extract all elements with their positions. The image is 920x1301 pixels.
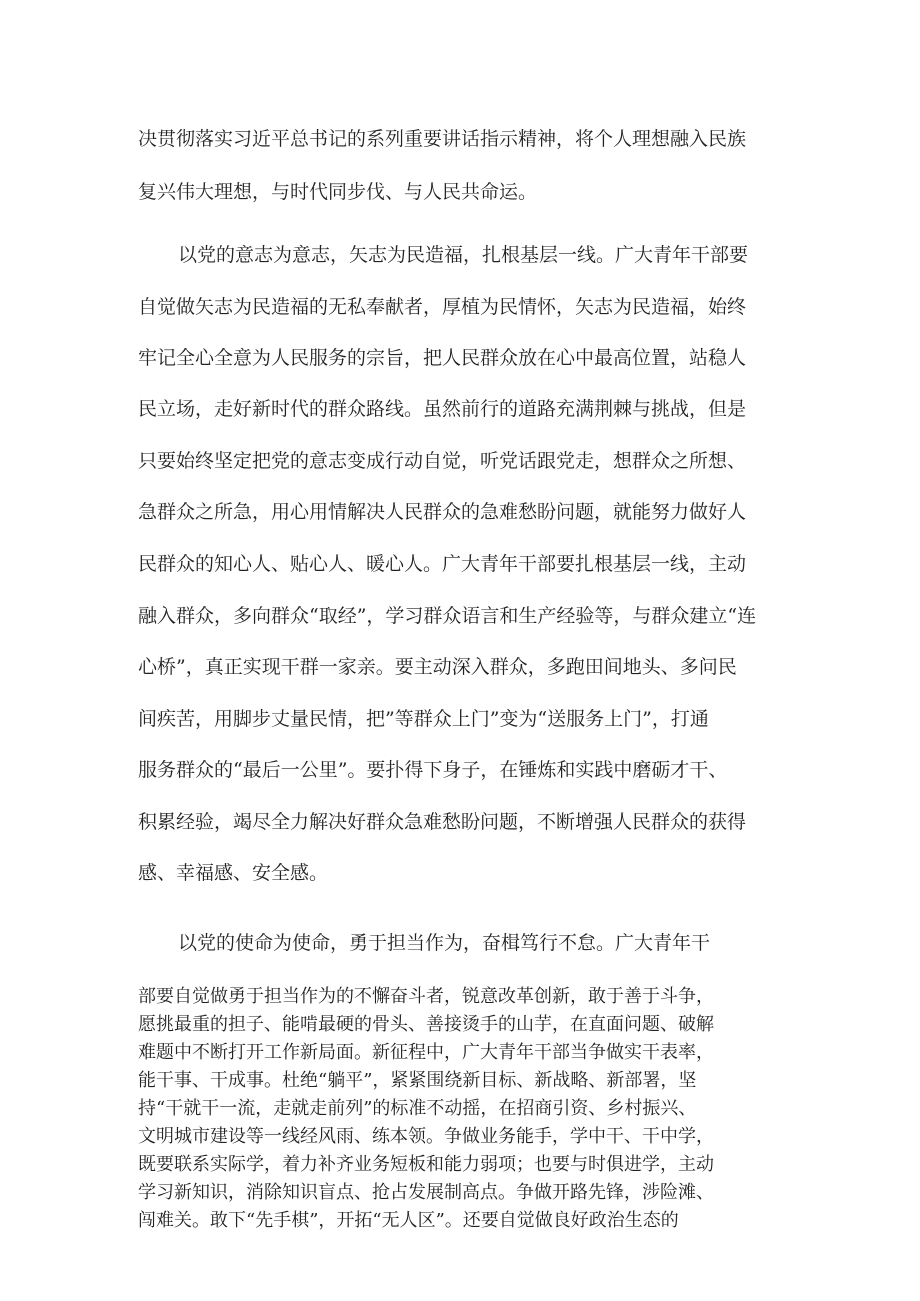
paragraph-2-line-2: 自觉做矢志为民造福的无私奉献者，厚植为民情怀，矢志为民造福，始终 [138,296,747,318]
paragraph-2-line-13: 感、幸福感、安全感。 [138,862,329,884]
paragraph-2-line-11: 服务群众的“最后一公里”。要扑得下身子，在锤炼和实践中磨砺才干、 [138,759,728,781]
paragraph-2-line-3: 牢记全心全意为人民服务的宗旨，把人民群众放在心中最高位置，站稳人 [138,347,747,369]
paragraph-2-line-8: 融入群众，多向群众“取经”，学习群众语言和生产经验等，与群众建立“连 [138,605,757,627]
paragraph-3-line-1: 部要自觉做勇于担当作为的不懈奋斗者，锐意改革创新，敢于善于斗争， [138,986,714,1007]
paragraph-1-line-2: 复兴伟大理想，与时代同步伐、与人民共命运。 [138,181,538,203]
paragraph-2-line-6: 急群众之所急，用心用情解决人民群众的急难愁盼问题，就能努力做好人 [138,501,747,523]
paragraph-3-line-3: 难题中不断打开工作新局面。新征程中，广大青年干部当争做实干表率， [138,1042,714,1063]
paragraph-2-line-1: 以党的意志为意志，矢志为民造福，扎根基层一线。广大青年干部要 [178,244,749,266]
paragraph-2-line-12: 积累经验，竭尽全力解决好群众急难愁盼问题，不断增强人民群众的获得 [138,811,747,833]
paragraph-3-line-8: 学习新知识，消除知识盲点、抢占发展制高点。争做开路先锋，涉险滩、 [138,1182,714,1203]
paragraph-2-line-7: 民群众的知心人、贴心人、暖心人。广大青年干部要扎根基层一线，主动 [138,553,747,575]
paragraph-3-line-7: 既要联系实际学，着力补齐业务短板和能力弱项；也要与时俱进学，主动 [138,1154,714,1175]
paragraph-3-line-9: 闯难关。敢下“先手棋”，开拓“无人区”。还要自觉做良好政治生态的 [138,1210,679,1231]
paragraph-3-line-4: 能干事、干成事。杜绝“躺平”，紧紧围绕新目标、新战略、新部署，坚 [138,1070,697,1091]
paragraph-2-line-4: 民立场，走好新时代的群众路线。虽然前行的道路充满荆棘与挑战，但是 [138,398,747,420]
paragraph-3-line-2: 愿挑最重的担子、能啃最硬的骨头、善接烫手的山芋，在直面问题、破解 [138,1014,714,1035]
paragraph-3-line-5: 持“干就干一流，走就走前列”的标准不动摇，在招商引资、乡村振兴、 [138,1098,697,1119]
paragraph-3-line-6: 文明城市建设等一线经风雨、练本领。争做业务能手，学中干、干中学， [138,1126,714,1147]
paragraph-1-line-1: 决贯彻落实习近平总书记的系列重要讲话指示精神，将个人理想融入民族 [138,128,747,150]
paragraph-2-line-9: 心桥”，真正实现干群一家亲。要主动深入群众，多跑田间地头、多问民 [138,656,737,678]
paragraph-2-line-5: 只要始终坚定把党的意志变成行动自觉，听党话跟党走，想群众之所想、 [138,450,747,472]
paragraph-2-line-10: 间疾苦，用脚步丈量民情，把”等群众上门”变为“送服务上门”，打通 [138,708,709,730]
paragraph-3-lead: 以党的使命为使命，勇于担当作为，奋楫笃行不怠。广大青年干 [178,932,711,954]
